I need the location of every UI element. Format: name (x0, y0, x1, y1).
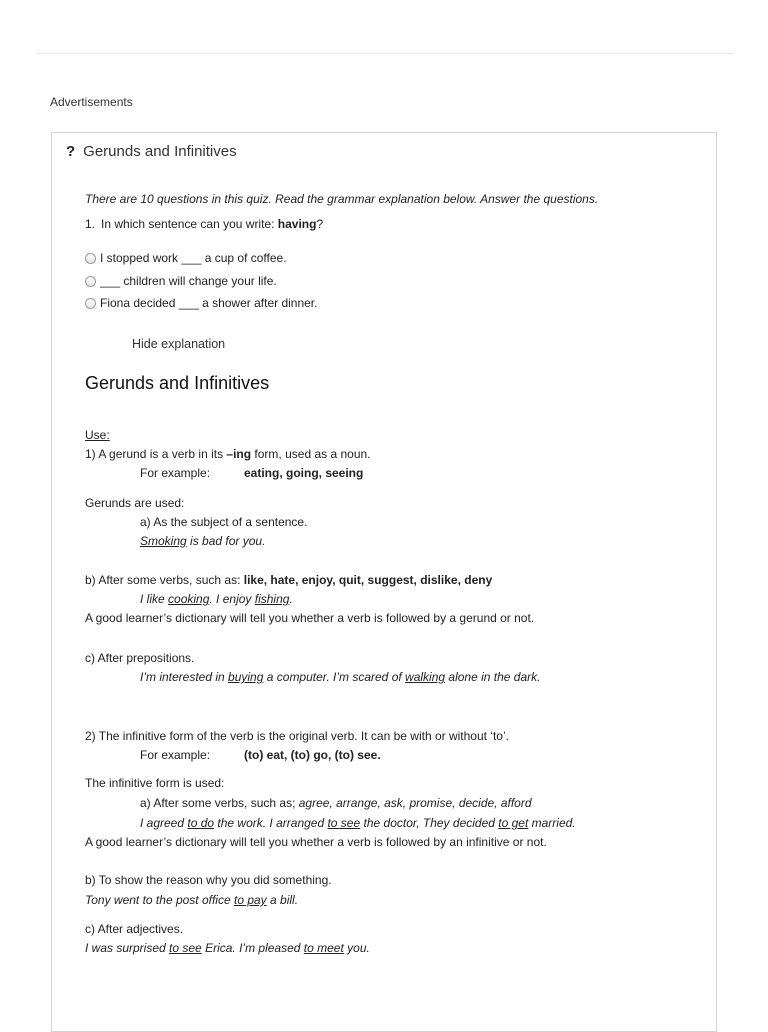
option-label: ___ children will change your life. (100, 274, 277, 288)
answer-option-2[interactable] (85, 274, 277, 288)
infinitive-used-heading: The infinitive form is used: (85, 776, 225, 790)
infinitive-rule-a-example: I agreed to do the work. I arranged to see the doctor, They decided to get married. (140, 816, 576, 830)
gerund-rule-c: c) After prepositions. (85, 651, 195, 665)
gerund-examples: For example: eating, going, seeing (140, 466, 364, 480)
infinitive-definition: 2) The infinitive form of the verb is the original verb. It can be with or without ‘to’. (85, 729, 509, 743)
gerunds-used-heading: Gerunds are used: (85, 496, 185, 510)
answer-option-1[interactable] (85, 251, 287, 265)
infinitive-rule-c: c) After adjectives. (85, 922, 184, 936)
question-number: 1. (85, 217, 96, 231)
quiz-title: Gerunds and Infinitives (83, 143, 237, 160)
example-label: For example: (140, 466, 211, 480)
radio-button[interactable] (85, 253, 96, 264)
infinitive-rule-b: b) To show the reason why you did something. (85, 873, 332, 887)
infinitive-rule-c-example: I was surprised to see Erica. I’m pleased to meet you. (85, 941, 370, 955)
quiz-card (51, 132, 717, 1032)
hide-explanation-button[interactable]: Hide explanation (132, 337, 226, 351)
top-divider (36, 53, 733, 54)
question-text: In which sentence can you write: (101, 217, 278, 231)
gerund-definition: 1) A gerund is a verb in its –ing form, used as a noun. (85, 447, 371, 461)
gerund-rule-c-example: I’m interested in buying a computer. I’m scared of walking alone in the dark. (140, 670, 541, 684)
use-label: Use: (85, 428, 110, 442)
example-label: For example: (140, 748, 211, 762)
infinitive-rule-b-example: Tony went to the post office to pay a bill. (85, 893, 299, 907)
gerund-rule-b: b) After some verbs, such as: like, hate, enjoy, quit, suggest, dislike, deny (85, 573, 493, 587)
gerund-rule-a: a) As the subject of a sentence. (140, 515, 308, 529)
option-label: Fiona decided ___ a shower after dinner. (100, 296, 318, 310)
radio-button[interactable] (85, 298, 96, 309)
infinitive-examples: For example: (to) eat, (to) go, (to) see. (140, 748, 381, 762)
question-1: 1. In which sentence can you write: having? (85, 217, 324, 231)
gerund-dictionary-note: A good learner’s dictionary will tell you whether a verb is followed by a gerund or not. (85, 611, 535, 625)
question-keyword: having (277, 217, 317, 231)
infinitive-dictionary-note: A good learner’s dictionary will tell you whether a verb is followed by an infinitive or not. (85, 835, 547, 849)
quiz-intro: There are 10 questions in this quiz. Read the grammar explanation below. Answer the questions. (85, 192, 599, 206)
explanation-title: Gerunds and Infinitives (85, 373, 270, 393)
gerund-rule-b-example: I like cooking. I enjoy fishing. (140, 592, 293, 606)
quiz-header (66, 143, 237, 160)
option-label: I stopped work ___ a cup of coffee. (100, 251, 287, 265)
radio-button[interactable] (85, 276, 96, 287)
question-mark-icon: ? (66, 143, 76, 160)
gerund-rule-a-example: Smoking is bad for you. (140, 534, 266, 548)
advertisements-label: Advertisements (50, 95, 133, 109)
answer-option-3[interactable] (85, 296, 317, 310)
infinitive-rule-a: a) After some verbs, such as; agree, arrange, ask, promise, decide, afford (140, 796, 532, 810)
